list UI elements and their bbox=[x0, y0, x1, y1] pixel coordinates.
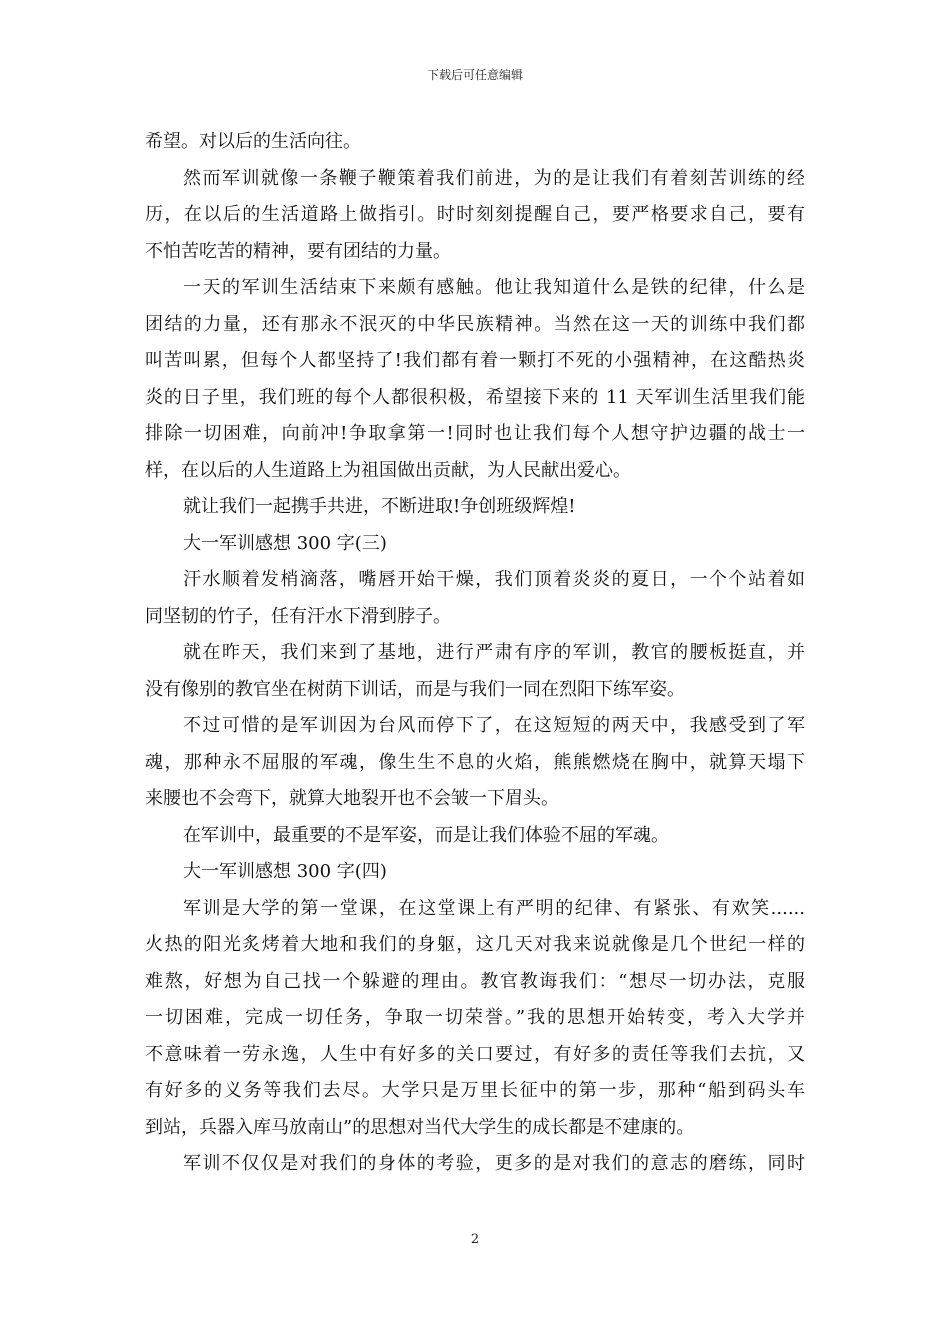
text-line: 团结的力量，还有那永不泯灭的中华民族精神。当然在这一天的训练中我们都 bbox=[145, 313, 805, 335]
section-heading: 大一军训感想 300 字(四) bbox=[183, 861, 387, 882]
text-line: 火热的阳光炙烤着大地和我们的身躯，这几天对我来说就像是几个世纪一样的 bbox=[145, 934, 805, 955]
text-line: 不意味着一劳永逸，人生中有好多的关口要过，有好多的责任等我们去抗，又 bbox=[145, 1043, 805, 1065]
text-line: 不过可惜的是军训因为台风而停下了，在这短短的两天中，我感受到了军 bbox=[183, 715, 805, 736]
text-line: 军训是大学的第一堂课，在这堂课上有严明的纪律、有紧张、有欢笑...... bbox=[183, 897, 805, 919]
text-line: 然而军训就像一条鞭子鞭策着我们前进，为的是让我们有着刻苦训练的经 bbox=[183, 167, 805, 189]
text-line: 叫苦叫累，但每个人都坚持了!我们都有着一颗打不死的小强精神，在这酷热炎 bbox=[145, 350, 805, 371]
text-line: 有好多的义务等我们去尽。大学只是万里长征中的第一步，那种“船到码头车 bbox=[145, 1080, 805, 1101]
text-line: 军训不仅仅是对我们的身体的考验，更多的是对我们的意志的磨练，同时 bbox=[183, 1153, 805, 1174]
text-line: 就在昨天，我们来到了基地，进行严肃有序的军训，教官的腰板挺直，并 bbox=[183, 642, 805, 663]
page-number: 2 bbox=[470, 1232, 480, 1247]
text-line: 来腰也不会弯下，就算大地裂开也不会皱一下眉头。 bbox=[145, 788, 559, 809]
document-body bbox=[145, 124, 805, 1183]
text-line: 到站，兵器入库马放南山”的思想对当代大学生的成长都是不建康的。 bbox=[145, 1116, 695, 1138]
text-line: 就让我们一起携手共进，不断进取!争创班级辉煌! bbox=[183, 496, 576, 517]
text-line: 难熬，好想为自己找一个躲避的理由。教官教诲我们：“想尽一切办法，克服 bbox=[145, 970, 805, 992]
text-line: 历，在以后的生活道路上做指引。时时刻刻提醒自己，要严格要求自己，要有 bbox=[145, 204, 805, 225]
page-header: 下载后可任意编辑 bbox=[426, 68, 523, 82]
section-heading: 大一军训感想 300 字(三) bbox=[183, 532, 387, 554]
text-line: 汗水顺着发梢滴落，嘴唇开始干燥，我们顶着炎炎的夏日，一个个站着如 bbox=[183, 569, 805, 590]
text-line: 炎的日子里，我们班的每个人都很积极，希望接下来的 11 天军训生活里我们能 bbox=[145, 386, 805, 408]
text-line: 一切困难，完成一切任务，争取一切荣誉。”我的思想开始转变，考入大学并 bbox=[145, 1007, 805, 1028]
text-line: 没有像别的教官坐在树荫下训话，而是与我们一同在烈阳下练军姿。 bbox=[145, 678, 685, 700]
text-line: 魂，那种永不屈服的军魂，像生生不息的火焰，熊熊燃烧在胸中，就算天塌下 bbox=[145, 751, 805, 773]
text-line: 不怕苦吃苦的精神，要有团结的力量。 bbox=[145, 240, 451, 262]
text-line: 一天的军训生活结束下来颇有感触。他让我知道什么是铁的纪律，什么是 bbox=[183, 277, 805, 298]
text-line: 希望。对以后的生活向往。 bbox=[145, 131, 361, 152]
text-line: 排除一切困难，向前冲!争取拿第一!同时也让我们每个人想守护边疆的战士一 bbox=[145, 423, 805, 444]
text-line: 在军训中，最重要的不是军姿，而是让我们体验不屈的军魂。 bbox=[183, 824, 669, 846]
text-line: 样，在以后的人生道路上为祖国做出贡献，为人民献出爱心。 bbox=[145, 459, 631, 481]
text-line: 同坚韧的竹子，任有汗水下滑到脖子。 bbox=[145, 605, 451, 627]
